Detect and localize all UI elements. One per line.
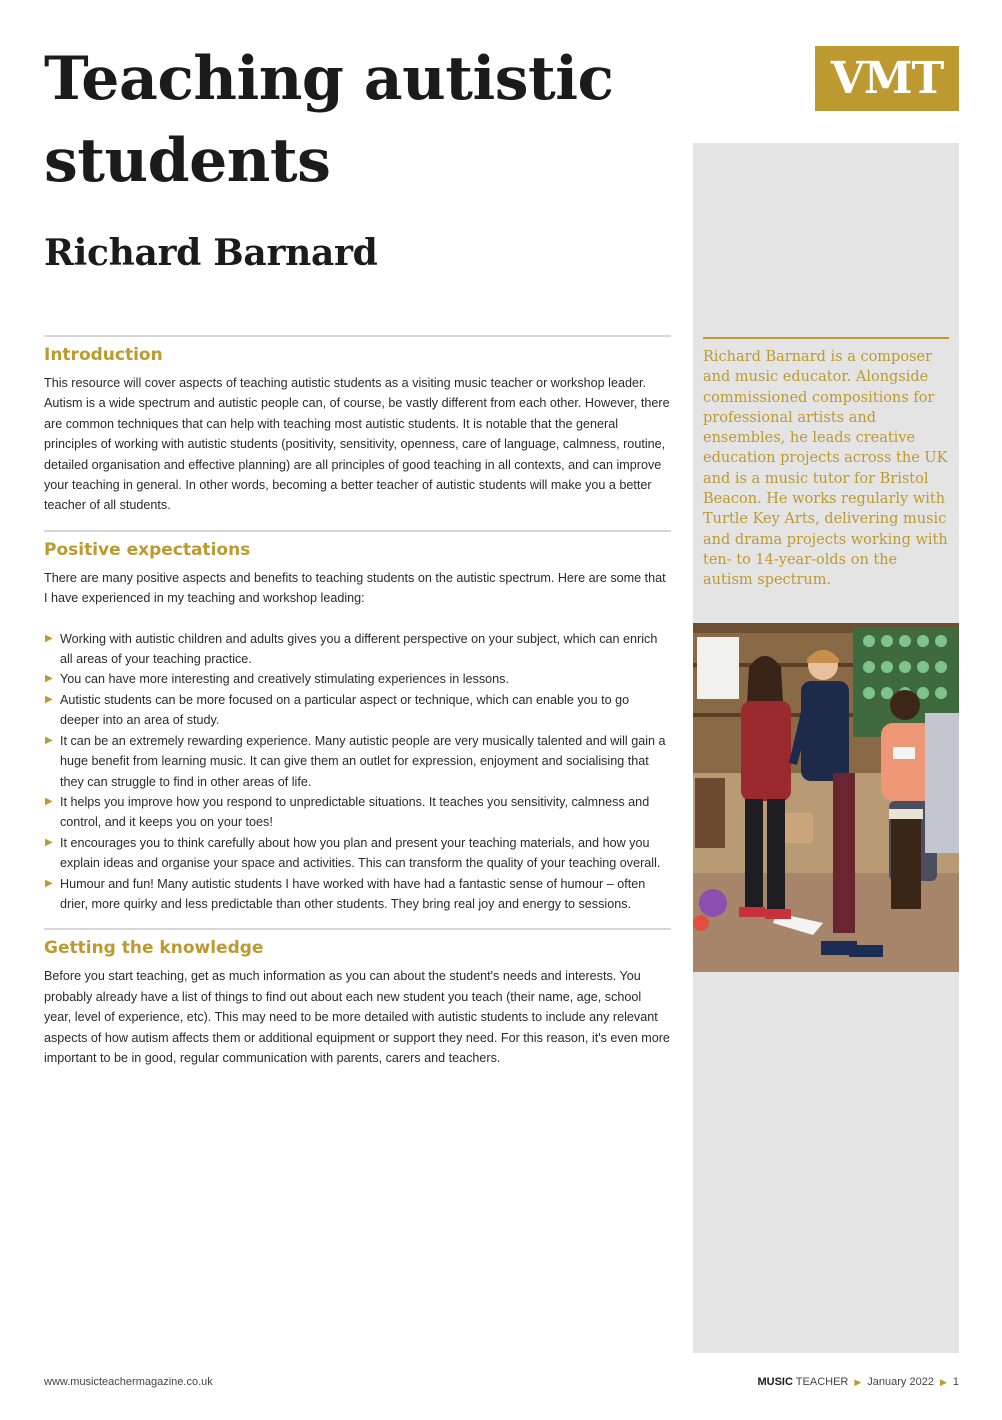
page-title: Teaching autistic students: [44, 44, 614, 196]
list-item-text: Working with autistic children and adults gives you a different perspective on your subject, which can enrich all areas of your teaching practice.: [60, 631, 658, 667]
triangle-bullet-icon: ▶: [45, 734, 53, 746]
list-item-text: It can be an extremely rewarding experience. Many autistic people are very musically talented and will gain a huge benefit from learning music. It can give them an outlet for expression, enjoyment and socialising that they can struggle to find in other areas of life.: [60, 733, 666, 789]
list-item-text: Humour and fun! Many autistic students I have worked with have had a fantastic sense of humour – often drier, more quirky and less predictable than other students. They bring real joy and energy to sessions.: [60, 876, 646, 911]
page-footer: [44, 1376, 959, 1394]
list-item: [44, 629, 671, 670]
footer-publication-info: [757, 1376, 959, 1388]
magazine-name: TEACHER: [792, 1376, 849, 1388]
section-positive-expectations: [44, 530, 671, 915]
list-item-text: Autistic students can be more focused on a particular aspect or technique, which can enable you to go deeper into an area of study.: [60, 692, 630, 728]
article-body: [44, 335, 671, 1082]
triangle-bullet-icon: ▶: [45, 632, 53, 644]
paragraph: This resource will cover aspects of teaching autistic students as a visiting music teacher or workshop leader. Autism is a wide spectrum and autistic people can, of course, be vastly different from each other. However, there are common techniques that can help with teaching most autistic students. It is notable that the general principles of working with autistic students (positivity, sensitivity, openness, care of language, calmness, routine, detailed organisation and effective planning) are all principles of good teaching in all contexts, and can improve your teaching in general. In other words, becoming a better teacher of autistic students will make you a better teacher of all students.: [44, 376, 670, 513]
bullet-list: [44, 629, 671, 915]
workshop-photo-illustration: [693, 623, 959, 972]
section-introduction: [44, 335, 671, 516]
list-item-text: You can have more interesting and creatively stimulating experiences in lessons.: [60, 672, 509, 687]
section-heading: Positive expectations: [44, 539, 251, 560]
triangle-bullet-icon: ▶: [45, 877, 53, 889]
triangle-bullet-icon: ▶: [45, 673, 53, 685]
triangle-bullet-icon: ▶: [45, 836, 53, 848]
author-name: Richard Barnard: [44, 232, 378, 274]
paragraph: There are many positive aspects and benefits to teaching students on the autistic spectrum. Here are some that I have experienced in my teaching and workshop leading:: [44, 570, 666, 606]
magazine-name-bold: MUSIC: [757, 1376, 793, 1388]
section-heading: Introduction: [44, 345, 163, 365]
section-heading: Getting the knowledge: [44, 938, 264, 959]
list-item: [44, 792, 671, 833]
list-item: [44, 669, 671, 689]
workshop-photo: [693, 623, 959, 972]
triangle-bullet-icon: ▶: [45, 693, 53, 705]
sidebar-divider: [703, 337, 949, 339]
list-item: [44, 731, 671, 792]
list-item: [44, 833, 671, 874]
list-item-text: It helps you improve how you respond to unpredictable situations. It teaches you sensitivity, calmness and control, and it keeps you on your toes!: [60, 794, 650, 830]
footer-url-link[interactable]: www.musicteachermagazine.co.uk: [44, 1376, 213, 1388]
paragraph: Before you start teaching, get as much information as you can about the student's needs and interests. You probably already have a list of things to find out about each new student you teach (their name, age, school year, level of experience, etc). This may need to be more detailed with autistic students to include any relevant aspects of how autism affects them or additional equipment or support they need. For this reason, it's even more important to be in good, regular communication with parents, carers and teachers.: [44, 969, 670, 1065]
vmt-logo: VMT: [815, 46, 959, 111]
list-item: [44, 874, 671, 915]
section-getting-the-knowledge: [44, 928, 671, 1068]
list-item-text: It encourages you to think carefully about how you plan and present your teaching materials, and how you explain ideas and organise your space and activities. This can transform the quality of your teaching overall.: [60, 835, 661, 871]
page-number: 1: [952, 1376, 959, 1388]
issue-date: January 2022: [867, 1376, 934, 1388]
triangle-bullet-icon: ▶: [45, 795, 53, 807]
triangle-separator-icon: ▶: [854, 1377, 862, 1387]
triangle-separator-icon: ▶: [939, 1377, 947, 1387]
list-item: [44, 690, 671, 731]
author-bio: Richard Barnard is a composer and music educator. Alongside commissioned compositions for professional artists and ensembles, he leads creative education projects across the UK and is a music tutor for Bristol Beacon. He works regularly with Turtle Key Arts, delivering music and drama projects working with ten- to 14-year-olds on the autism spectrum.: [703, 349, 948, 589]
